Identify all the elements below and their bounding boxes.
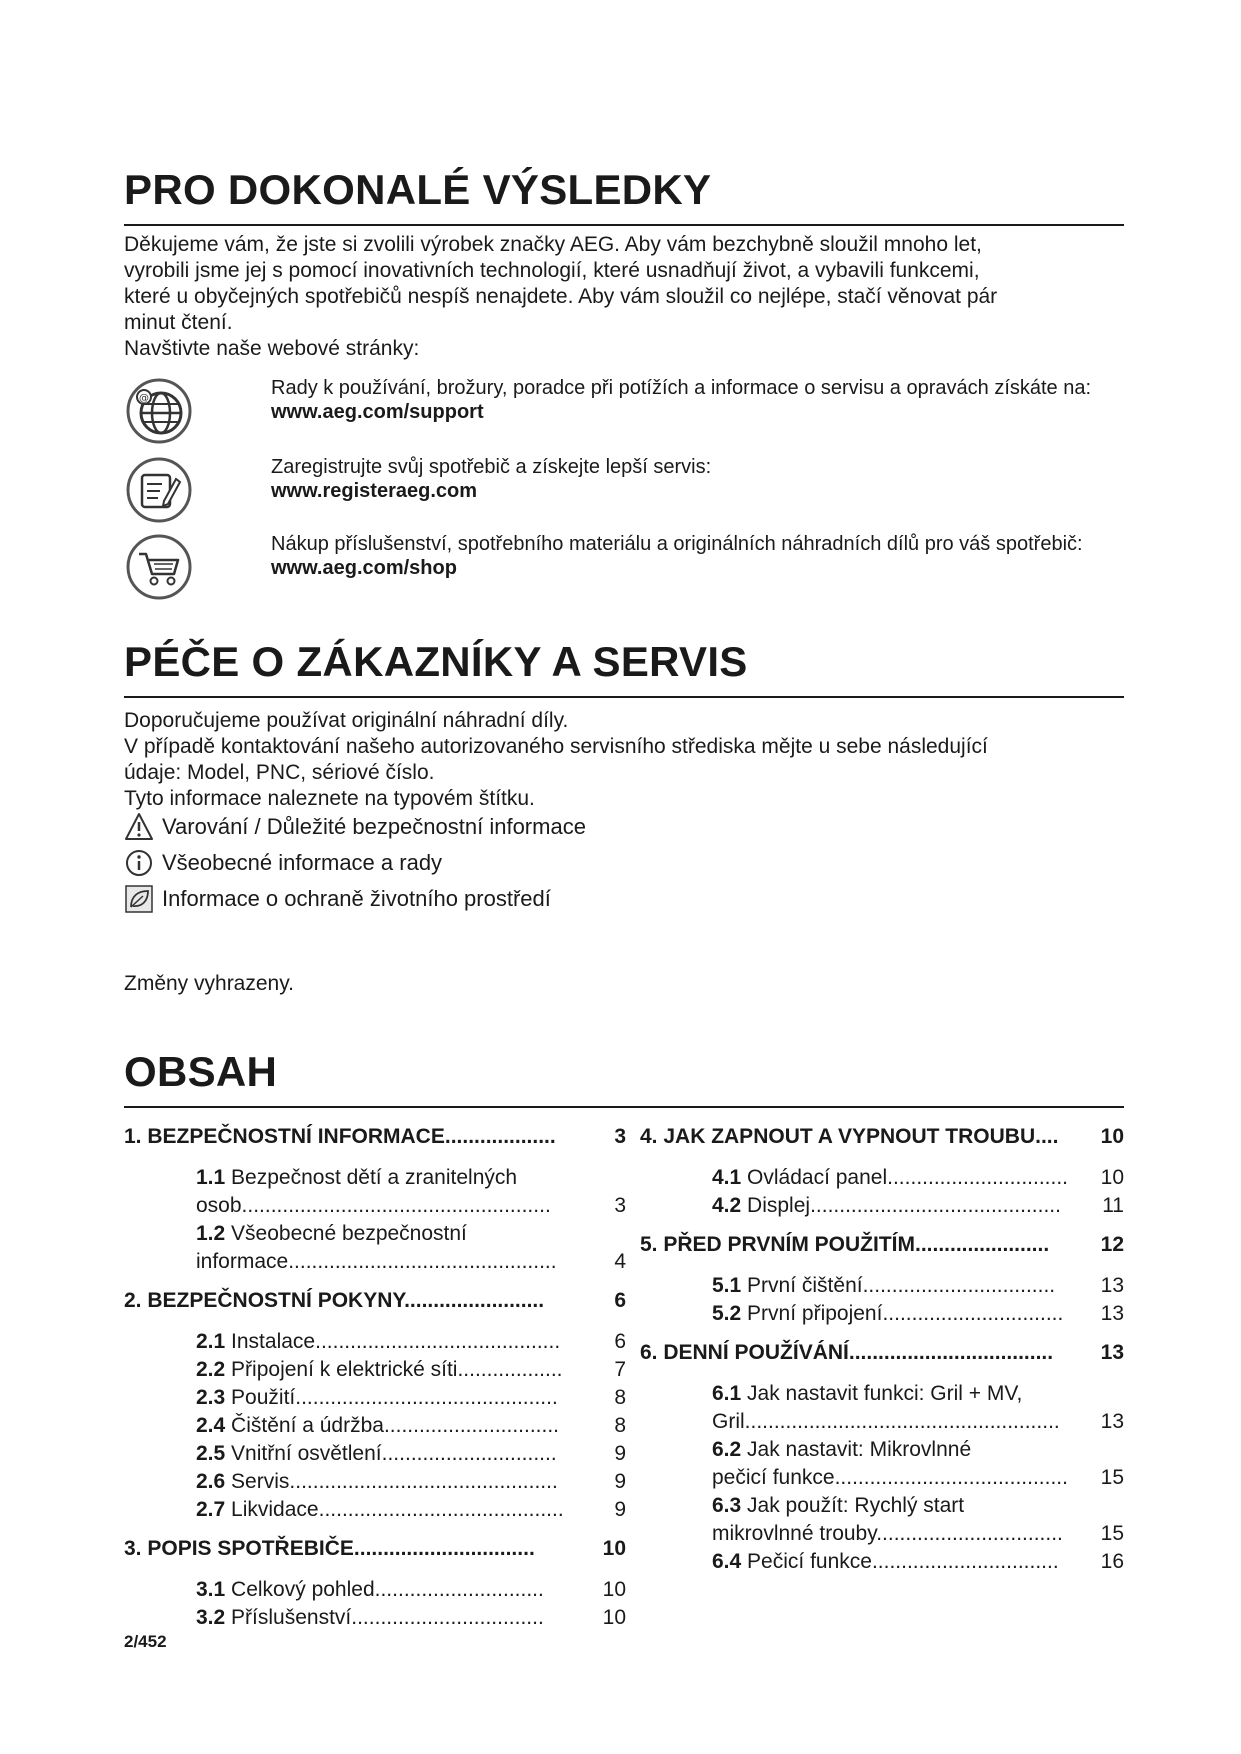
- toc-subsection-line: [196, 1384, 626, 1412]
- toc-subsection-entry[interactable]: [196, 1164, 626, 1220]
- legend-text: Varování / Důležité bezpečnostní informace: [162, 814, 586, 839]
- toc-page-number: 13: [1100, 1341, 1124, 1364]
- toc-dots: .....................................................: [241, 1194, 551, 1217]
- globe-icon: [124, 376, 194, 446]
- toc-section-title: [640, 1124, 1058, 1150]
- toc-page-number: 15: [1100, 1466, 1124, 1489]
- toc-subsection-number: 2.1: [196, 1330, 226, 1353]
- toc-section-entry[interactable]: [640, 1124, 1124, 1150]
- toc-subsection-number: 2.2: [196, 1358, 226, 1381]
- care-line: Doporučujeme používat originální náhradní díly.: [124, 709, 569, 732]
- toc-subsection-title-rest: informace: [196, 1250, 289, 1273]
- toc-subsection-title-rest: osob: [196, 1194, 242, 1217]
- web-item-text: [271, 455, 1111, 503]
- toc-subsection-entry[interactable]: [196, 1220, 626, 1276]
- toc-subsection-title-cont: [196, 1248, 557, 1276]
- toc-subsection-entry[interactable]: [196, 1496, 626, 1524]
- toc-subsection-line: [712, 1192, 1124, 1220]
- info-icon: [124, 848, 154, 878]
- toc-subsection-title-wrap: [712, 1192, 1061, 1220]
- toc-section-entry[interactable]: [124, 1124, 626, 1150]
- toc-section-entry[interactable]: [640, 1340, 1124, 1366]
- toc-subsection-number: 2.7: [196, 1498, 226, 1521]
- toc-subsection-entry[interactable]: [196, 1468, 626, 1496]
- toc-subsection-line: [712, 1548, 1124, 1576]
- register-document-icon: [124, 455, 194, 525]
- toc-page-number: 9: [614, 1470, 626, 1493]
- toc-subsection-entry[interactable]: [196, 1412, 626, 1440]
- toc-subsection-line: [196, 1604, 626, 1632]
- toc-subsection-number: 2.6: [196, 1470, 226, 1493]
- toc-subsection-title: Použití: [231, 1386, 296, 1409]
- toc-page-number: 12: [1100, 1233, 1124, 1256]
- toc-subsection-number: 6.1: [712, 1382, 742, 1405]
- toc-dots: ..............................: [381, 1442, 557, 1465]
- toc-subsection-number: 6.4: [712, 1550, 742, 1573]
- toc-subsection-title-wrap: [196, 1468, 558, 1496]
- toc-subsection-first-line: [712, 1436, 1124, 1464]
- web-item-description: Nákup příslušenství, spotřebního materiálu a originálních náhradních dílů pro váš spotřebič:: [271, 533, 1083, 555]
- toc-section-label: 2. BEZPEČNOSTNÍ POKYNY: [124, 1289, 405, 1312]
- toc-subsection-line: [196, 1576, 626, 1604]
- toc-subsection-title: Jak nastavit: Mikrovlnné: [747, 1438, 972, 1461]
- toc-page-number: 13: [1100, 1274, 1124, 1297]
- toc-subsection-line: [712, 1164, 1124, 1192]
- toc-subsection-title-wrap: [196, 1440, 557, 1468]
- toc-section-label: 3. POPIS SPOTŘEBIČE: [124, 1537, 354, 1560]
- svg-text:@: @: [139, 393, 149, 404]
- toc-page-number: 9: [614, 1442, 626, 1465]
- legend-info: [124, 848, 824, 880]
- intro-line: které u obyčejných spotřebičů nespíš nenajdete. Aby vám sloužil co nejlépe, stačí věnovat pár: [124, 285, 998, 308]
- toc-dots: ...............................: [882, 1302, 1064, 1325]
- care-line: Tyto informace naleznete na typovém štítku.: [124, 787, 535, 810]
- toc-subsection-title-cont: [196, 1192, 551, 1220]
- toc-dots: ...............................: [353, 1537, 535, 1560]
- toc-subsection-title: Celkový pohled: [231, 1578, 375, 1601]
- intro-text: [124, 232, 1124, 362]
- toc-section-label: 5. PŘED PRVNÍM POUŽITÍM: [640, 1233, 915, 1256]
- toc-subsection-title: Bezpečnost dětí a zranitelných: [231, 1166, 518, 1189]
- toc-dots: ................................: [871, 1550, 1059, 1573]
- section-title-results: PRO DOKONALÉ VÝSLEDKY: [124, 166, 1124, 226]
- toc-subsection-title: Jak použít: Rychlý start: [747, 1494, 965, 1517]
- toc-dots: ................................: [876, 1522, 1063, 1545]
- toc-dots: .................................: [862, 1274, 1056, 1297]
- toc-subsection-title-wrap: [196, 1384, 558, 1412]
- care-line: údaje: Model, PNC, sériové číslo.: [124, 761, 435, 784]
- toc-dots: ..................: [457, 1358, 563, 1381]
- toc-subsection-title: Všeobecné bezpečnostní: [231, 1222, 467, 1245]
- web-item-text: [271, 532, 1111, 580]
- toc-subsection-second-line: [712, 1520, 1124, 1548]
- toc-dots: .......................: [914, 1233, 1050, 1256]
- toc-subsection-number: 1.1: [196, 1166, 226, 1189]
- toc-subsection-list: [640, 1272, 1124, 1328]
- toc-page-number: 8: [614, 1386, 626, 1409]
- toc-dots: .............................................: [295, 1386, 558, 1409]
- toc-subsection-entry[interactable]: [196, 1576, 626, 1604]
- toc-page-number: 10: [1100, 1166, 1124, 1189]
- toc-subsection-title-rest: pečicí funkce: [712, 1466, 835, 1489]
- toc-subsection-number: 3.1: [196, 1578, 226, 1601]
- toc-section-title: [640, 1232, 1049, 1258]
- toc-subsection-title-wrap: [712, 1272, 1055, 1300]
- toc-page-number: 3: [614, 1125, 626, 1148]
- toc-subsection-title: Displej: [747, 1194, 811, 1217]
- toc-subsection-line: [196, 1356, 626, 1384]
- toc-subsection-number: 2.3: [196, 1386, 226, 1409]
- toc-subsection-title: Vnitřní osvětlení: [231, 1442, 382, 1465]
- toc-dots: .................................: [351, 1606, 544, 1629]
- intro-line: minut čtení.: [124, 311, 233, 334]
- toc-page-number: 10: [602, 1578, 626, 1601]
- toc-subsection-entry[interactable]: [196, 1440, 626, 1468]
- toc-subsection-number: 2.4: [196, 1414, 226, 1437]
- toc-subsection-number: 2.5: [196, 1442, 226, 1465]
- toc-section-label: 1. BEZPEČNOSTNÍ INFORMACE: [124, 1125, 445, 1148]
- toc-subsection-list: [640, 1380, 1124, 1576]
- toc-subsection-line: [196, 1412, 626, 1440]
- legend-text: Informace o ochraně životního prostředí: [162, 886, 551, 911]
- toc-page-number: 10: [602, 1537, 626, 1560]
- toc-subsection-title: Servis: [231, 1470, 290, 1493]
- toc-subsection-number: 5.1: [712, 1274, 742, 1297]
- section-title-care: PÉČE O ZÁKAZNÍKY A SERVIS: [124, 638, 1124, 698]
- toc-subsection-number: 1.2: [196, 1222, 226, 1245]
- toc-subsection-second-line: [196, 1192, 626, 1220]
- toc-dots: ...................: [444, 1125, 556, 1148]
- toc-column-right: [640, 1124, 1124, 1588]
- toc-subsection-title-cont: [712, 1408, 1060, 1436]
- toc-subsection-title: Jak nastavit funkci: Gril + MV,: [747, 1382, 1023, 1405]
- toc-subsection-list: [640, 1164, 1124, 1220]
- web-item-description: Rady k používání, brožury, poradce při potížích a informace o servisu a opravách získáte na:: [271, 377, 1092, 399]
- toc-page-number: 8: [614, 1414, 626, 1437]
- toc-subsection-title-cont: [712, 1464, 1068, 1492]
- intro-line: vyrobili jsme jej s pomocí inovativních technologií, které usnadňují život, a vybavili funkcemi,: [124, 259, 980, 282]
- toc-page-number: 6: [614, 1289, 626, 1312]
- toc-subsection-entry[interactable]: [196, 1604, 626, 1632]
- toc-page-number: 6: [614, 1330, 626, 1353]
- toc-subsection-first-line: [196, 1220, 626, 1248]
- toc-subsection-line: [712, 1272, 1124, 1300]
- toc-subsection-entry[interactable]: [196, 1384, 626, 1412]
- toc-section-entry[interactable]: [124, 1288, 626, 1314]
- toc-subsection-title: Připojení k elektrické síti: [231, 1358, 458, 1381]
- toc-dots: ..............................................: [288, 1250, 557, 1273]
- toc-page-number: 16: [1100, 1550, 1124, 1573]
- toc-subsection-number: 4.2: [712, 1194, 742, 1217]
- toc-subsection-entry[interactable]: [712, 1492, 1124, 1548]
- toc-subsection-number: 4.1: [712, 1166, 742, 1189]
- toc-page-number: 11: [1102, 1194, 1124, 1217]
- toc-subsection-title: První čištění: [747, 1274, 863, 1297]
- legend-environment: [124, 884, 824, 916]
- toc-column-left: [124, 1124, 626, 1644]
- toc-dots: ...........................................: [810, 1194, 1061, 1217]
- toc-subsection-title-wrap: [196, 1356, 563, 1384]
- toc-subsection-entry[interactable]: [712, 1272, 1124, 1300]
- toc-dots: ....: [1035, 1125, 1059, 1148]
- toc-dots: .............................: [374, 1578, 544, 1601]
- toc-page-number: 7: [614, 1358, 626, 1381]
- toc-dots: ...............................: [887, 1166, 1069, 1189]
- toc-dots: ..........................................: [315, 1330, 561, 1353]
- toc-subsection-title-wrap: [712, 1300, 1063, 1328]
- section-title-toc: OBSAH: [124, 1048, 1124, 1108]
- page-number: 2/452: [124, 1632, 167, 1651]
- register-link[interactable]: www.registeraeg.com: [271, 480, 477, 502]
- toc-page-number: 9: [614, 1498, 626, 1521]
- toc-dots: ........................................: [834, 1466, 1068, 1489]
- environment-leaf-icon: [124, 884, 154, 914]
- toc-page-number: 4: [614, 1250, 626, 1273]
- toc-subsection-first-line: [712, 1492, 1124, 1520]
- shopping-cart-icon: [124, 532, 194, 602]
- care-line: V případě kontaktování našeho autorizovaného servisního střediska mějte u sebe následující: [124, 735, 988, 758]
- toc-subsection-line: [196, 1468, 626, 1496]
- toc-subsection-title-wrap: [196, 1412, 559, 1440]
- toc-subsection-entry[interactable]: [712, 1300, 1124, 1328]
- intro-line: Děkujeme vám, že jste si zvolili výrobek značky AEG. Aby vám bezchybně sloužil mnoho let,: [124, 233, 982, 256]
- toc-subsection-list: [124, 1576, 626, 1632]
- toc-dots: ........................: [404, 1289, 545, 1312]
- toc-subsection-number: 6.2: [712, 1438, 742, 1461]
- toc-subsection-title: Instalace: [231, 1330, 316, 1353]
- changes-note: Změny vyhrazeny.: [124, 972, 294, 995]
- toc-subsection-second-line: [196, 1248, 626, 1276]
- toc-subsection-second-line: [712, 1464, 1124, 1492]
- toc-dots: ..............................................: [289, 1470, 558, 1493]
- toc-subsection-line: [196, 1328, 626, 1356]
- toc-subsection-title-wrap: [712, 1164, 1068, 1192]
- toc-subsection-title-wrap: [196, 1604, 544, 1632]
- toc-subsection-title: Čištění a údržba: [231, 1414, 384, 1437]
- toc-subsection-list: [124, 1328, 626, 1524]
- toc-section-label: 6. DENNÍ POUŽÍVÁNÍ: [640, 1341, 849, 1364]
- toc-subsection-title-rest: Gril: [712, 1410, 745, 1433]
- toc-subsection-entry[interactable]: [712, 1164, 1124, 1192]
- toc-subsection-title-rest: mikrovlnné trouby: [712, 1522, 877, 1545]
- toc-section-entry[interactable]: [124, 1536, 626, 1562]
- toc-page-number: 15: [1100, 1522, 1124, 1545]
- toc-dots: ......................................................: [744, 1410, 1060, 1433]
- toc-subsection-title-wrap: [712, 1548, 1059, 1576]
- toc-subsection-title: Pečicí funkce: [747, 1550, 872, 1573]
- visit-text: Navštivte naše webové stránky:: [124, 337, 420, 360]
- toc-section-title: [124, 1288, 544, 1314]
- support-link[interactable]: www.aeg.com/support: [271, 401, 484, 423]
- toc-subsection-number: 5.2: [712, 1302, 742, 1325]
- toc-dots: ..........................................: [318, 1498, 564, 1521]
- toc-page-number: 10: [602, 1606, 626, 1629]
- toc-subsection-second-line: [712, 1408, 1124, 1436]
- toc-subsection-entry[interactable]: [712, 1548, 1124, 1576]
- toc-subsection-title: První připojení: [747, 1302, 883, 1325]
- shop-link[interactable]: www.aeg.com/shop: [271, 557, 457, 579]
- toc-page-number: 3: [614, 1194, 626, 1217]
- toc-subsection-title-wrap: [196, 1576, 544, 1604]
- toc-subsection-entry[interactable]: [712, 1436, 1124, 1492]
- toc-subsection-title: Likvidace: [231, 1498, 319, 1521]
- toc-page-number: 13: [1100, 1302, 1124, 1325]
- toc-dots: ...................................: [848, 1341, 1054, 1364]
- toc-section-title: [124, 1124, 556, 1150]
- legend-text: Všeobecné informace a rady: [162, 850, 443, 875]
- toc-subsection-title: Ovládací panel: [747, 1166, 888, 1189]
- toc-subsection-title: Příslušenství: [231, 1606, 352, 1629]
- toc-subsection-first-line: [196, 1164, 626, 1192]
- toc-subsection-line: [196, 1440, 626, 1468]
- toc-page-number: 13: [1100, 1410, 1124, 1433]
- toc-section-title: [640, 1340, 1053, 1366]
- web-item-description: Zaregistrujte svůj spotřebič a získejte lepší servis:: [271, 456, 712, 478]
- toc-subsection-entry[interactable]: [196, 1356, 626, 1384]
- toc-subsection-number: 3.2: [196, 1606, 226, 1629]
- care-text: [124, 708, 1124, 812]
- toc-subsection-number: 6.3: [712, 1494, 742, 1517]
- toc-subsection-title-wrap: [196, 1496, 564, 1524]
- toc-subsection-entry[interactable]: [196, 1328, 626, 1356]
- toc-subsection-line: [712, 1300, 1124, 1328]
- toc-subsection-title-wrap: [196, 1328, 560, 1356]
- legend-warning: [124, 812, 824, 844]
- toc-dots: ..............................: [383, 1414, 560, 1437]
- toc-subsection-title-cont: [712, 1520, 1063, 1548]
- toc-subsection-entry[interactable]: [712, 1380, 1124, 1436]
- toc-subsection-line: [196, 1496, 626, 1524]
- toc-subsection-list: [124, 1164, 626, 1276]
- toc-section-entry[interactable]: [640, 1232, 1124, 1258]
- toc-section-label: 4. JAK ZAPNOUT A VYPNOUT TROUBU: [640, 1125, 1036, 1148]
- toc-section-title: [124, 1536, 535, 1562]
- warning-icon: [124, 812, 154, 842]
- toc-subsection-first-line: [712, 1380, 1124, 1408]
- toc-subsection-entry[interactable]: [712, 1192, 1124, 1220]
- toc-page-number: 10: [1100, 1125, 1124, 1148]
- web-item-text: [271, 376, 1111, 424]
